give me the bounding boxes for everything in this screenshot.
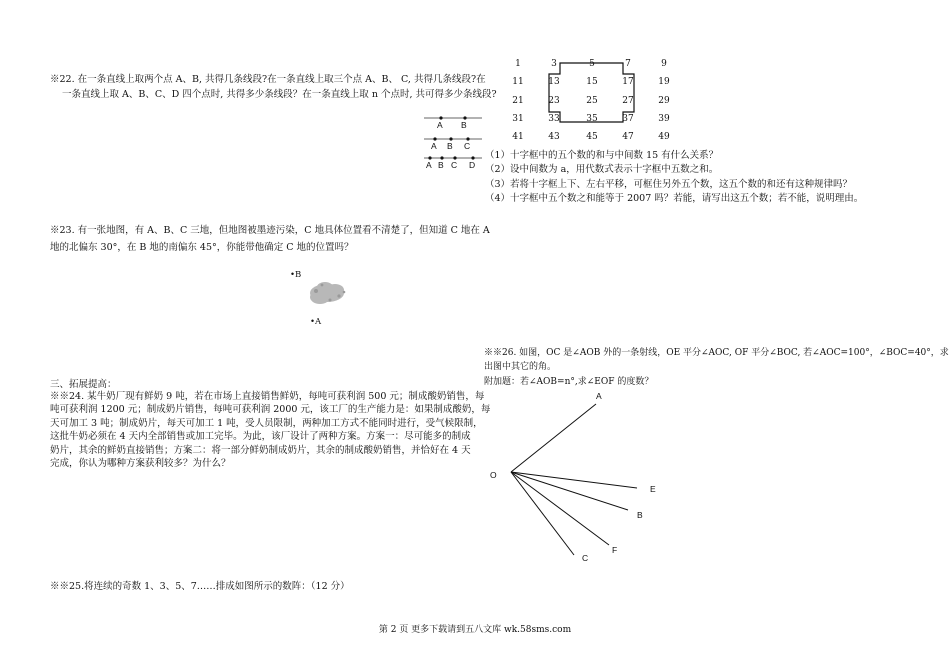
q22-line1: ※22. 在一条直线上取两个点 A、B, 共得几条线段?在一条直线上取三个点 A、B、 C, 共得几条线段?在: [50, 74, 486, 85]
grid-cell: 33: [548, 114, 560, 124]
grid-cell: 7: [625, 59, 631, 69]
grid-cell: 13: [548, 77, 560, 87]
grid-cell: 29: [658, 96, 670, 106]
seg1-label-a: A: [437, 120, 443, 130]
q26-line2: 出图中其它的角。: [484, 362, 557, 372]
grid-cell: 11: [512, 77, 524, 87]
grid-cell: 21: [512, 96, 524, 106]
grid-cell: 3: [551, 59, 557, 69]
page-footer: 第 2 页 更多下载请到五八文库 wk.58sms.com: [378, 625, 572, 635]
grid-cell: 43: [548, 132, 560, 142]
q26-extra: 附加题：若∠AOB=n°,求∠EOF 的度数？: [484, 377, 654, 387]
grid-cell: 31: [512, 114, 524, 124]
q24-line: 吨可获利润 1200 元；制成奶片销售，每吨可获利润 2000 元，该工厂的生产能力是：如果制成酸奶，每: [50, 404, 491, 416]
q25-text: ※※25.将连续的奇数 1、3、5、7……排成如图所示的数阵：（12 分）: [50, 581, 350, 592]
q24-line: 天可加工 3 吨；制成奶片，每天可加工 1 吨，受人员限制，两种加工方式不能同时进行，受气候限制，: [50, 417, 483, 429]
grid-cell: 35: [586, 114, 598, 124]
grid-cell: 1: [515, 59, 521, 69]
ray-label-f: F: [612, 545, 618, 555]
grid-cell: 25: [586, 96, 598, 106]
grid-cell: 47: [622, 132, 634, 142]
grid-cell: 9: [661, 59, 667, 69]
ray-label-e: E: [650, 484, 656, 494]
q24-line: 奶片，其余的鲜奶直接销售；方案二：将一部分鲜奶制成奶片，其余的制成酸奶销售，并恰好在 4 天: [50, 444, 471, 456]
grid-cell: 19: [658, 77, 670, 87]
grid-cell: 45: [586, 132, 598, 142]
vertex-label-o: O: [490, 470, 497, 480]
grid-cell: 27: [622, 96, 634, 106]
q24-line: 这批牛奶必须在 4 天内全部销售或加工完毕。为此，该厂设计了两种方案。方案一：尽可能多的制成: [50, 431, 471, 443]
point-b: •B: [290, 270, 302, 280]
grid-cell: 41: [512, 132, 524, 142]
q24-line: ※※24. 某牛奶厂现有鲜奶 9 吨，若在市场上直接销售鲜奶，每吨可获利润 500 元；制成酸奶销售，每: [50, 391, 485, 402]
grid-cell: 23: [548, 96, 560, 106]
seg3-label-d: D: [469, 160, 476, 170]
point-a: •A: [310, 317, 322, 327]
section-title: 三、拓展提高：: [50, 379, 117, 390]
seg1-label-b: B: [461, 120, 467, 130]
seg3-label-b: B: [438, 160, 444, 170]
grid-question: （4）十字框中五个数之和能等于 2007 吗？若能，请写出这五个数；若不能，说明理由。: [485, 192, 864, 204]
grid-question: （3）若将十字框上下、左右平移，可框住另外五个数，这五个数的和还有这种规律吗？: [485, 178, 853, 190]
q23-line2: 地的北偏东 30°，在 B 地的南偏东 45°，你能带他确定 C 地的位置吗？: [50, 242, 354, 253]
grid-question: （1）十字框中的五个数的和与中间数 15 有什么关系？: [485, 150, 719, 161]
grid-cell: 5: [589, 59, 595, 69]
seg2-label-b: B: [447, 141, 453, 151]
q23-line1: ※23. 有一张地图，有 A、B、C 三地，但地图被墨迹污染，C 地具体位置看不清楚了，但知道 C 地在 A: [50, 225, 490, 236]
seg2-label-a: A: [431, 141, 437, 151]
grid-cell: 49: [658, 132, 670, 142]
ray-label-c: C: [582, 553, 589, 563]
seg3-label-c: C: [451, 160, 458, 170]
q22-line2: 一条直线上取 A、B、C、D 四个点时, 共得多少条线段？在一条直线上取 n 个点时, 共可得多少条线段?: [62, 89, 497, 100]
seg3-label-a: A: [426, 160, 432, 170]
ray-label-a: A: [596, 391, 602, 401]
grid-cell: 17: [622, 77, 634, 87]
ray-label-b: B: [637, 510, 643, 520]
seg2-label-c: C: [464, 141, 471, 151]
grid-cell: 37: [622, 114, 634, 124]
grid-question: （2）设中间数为 a，用代数式表示十字框中五数之和。: [485, 164, 719, 176]
grid-cell: 15: [586, 77, 598, 87]
q26-line1: ※※26. 如图，OC 是∠AOB 外的一条射线，OE 平分∠AOC, OF 平分∠BOC, 若∠AOC=100°，∠BOC=40°，求: [484, 348, 949, 358]
q24-line: 完成，你认为哪种方案获利较多？为什么？: [50, 458, 231, 470]
grid-cell: 39: [658, 114, 670, 124]
